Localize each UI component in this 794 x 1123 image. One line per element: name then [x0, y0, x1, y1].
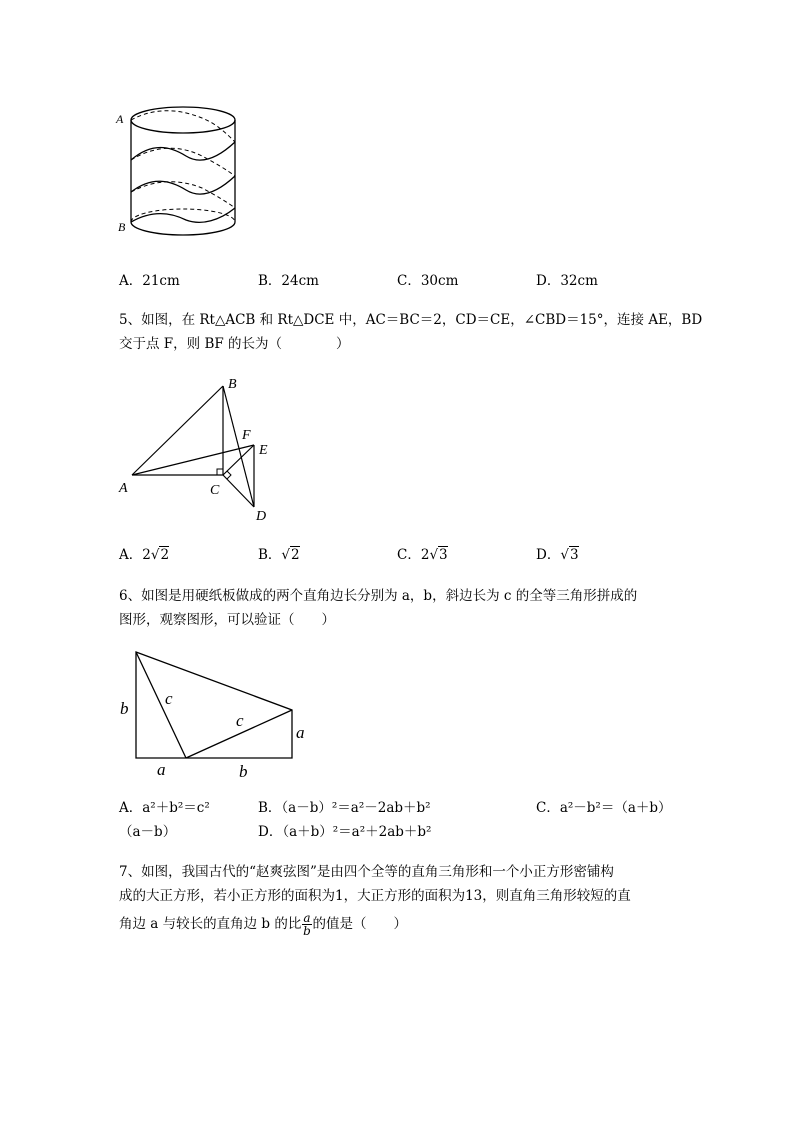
q5-label-e: E: [259, 443, 268, 458]
q6-option-c[interactable]: C．a²－b²＝（a＋b）: [536, 800, 672, 816]
q5-label-c: C: [210, 483, 220, 498]
q5-label-a: A: [119, 481, 128, 496]
q5-stem-line2: 交于点 F，则 BF 的长为（ ）: [119, 336, 350, 352]
q4-option-a[interactable]: A．21cm: [119, 273, 180, 289]
q5-triangle-figure: [116, 372, 286, 522]
q5-option-a[interactable]: A．2√2: [119, 547, 170, 563]
cylinder-figure: [112, 98, 252, 248]
q6-option-b[interactable]: B．（a－b）²＝a²－2ab＋b²: [258, 800, 431, 816]
q6-option-a[interactable]: A．a²＋b²＝c²: [119, 800, 210, 816]
q7-stem-line3: 角边 a 与较长的直角边 b 的比 $\frac{a}{b}$ 的值是（ ）: [119, 911, 408, 938]
q6-label-c-2: c: [236, 711, 244, 730]
q4-option-b[interactable]: B．24cm: [258, 273, 319, 289]
q5-option-d[interactable]: D．√3: [536, 547, 579, 563]
q5-label-d: D: [256, 509, 267, 524]
q6-stem-line2: 图形，观察图形，可以验证（ ）: [119, 612, 335, 628]
q6-option-d[interactable]: D．（a＋b）²＝a²＋2ab＋b²: [258, 824, 432, 840]
q5-stem-line1: 5、如图，在 Rt△ACB 和 Rt△DCE 中，AC＝BC＝2，CD＝CE，∠CBD＝15°，连接 AE，BD: [119, 312, 703, 328]
q6-label-a-bottom: a: [157, 760, 166, 779]
q7-fraction: $\frac{a}{b}$: [303, 911, 311, 938]
q5-label-b: B: [228, 377, 237, 392]
q6-label-c-1: c: [165, 689, 173, 708]
q6-trapezoid-figure: [112, 642, 322, 787]
q7-stem-line2: 成的大正方形，若小正方形的面积为1，大正方形的面积为13，则直角三角形较短的直: [119, 888, 631, 904]
q5-label-f: F: [242, 428, 251, 443]
q5-option-b[interactable]: B．√2: [258, 547, 300, 563]
q6-option-c-cont: （a－b）: [119, 824, 177, 840]
q6-label-a-right: a: [296, 723, 305, 742]
q6-label-b-left: b: [120, 699, 129, 718]
q4-option-d[interactable]: D．32cm: [536, 273, 598, 289]
cylinder-label-a: A: [116, 112, 124, 126]
cylinder-label-b: B: [118, 220, 126, 234]
q6-stem-line1: 6、如图是用硬纸板做成的两个直角边长分别为 a，b，斜边长为 c 的全等三角形拼成的: [119, 588, 638, 604]
q6-label-b-bottom: b: [239, 762, 248, 781]
q7-stem-line1: 7、如图，我国古代的“赵爽弦图”是由四个全等的直角三角形和一个小正方形密铺构: [119, 864, 614, 880]
q4-option-c[interactable]: C．30cm: [397, 273, 459, 289]
q5-option-c[interactable]: C．2√3: [397, 547, 448, 563]
